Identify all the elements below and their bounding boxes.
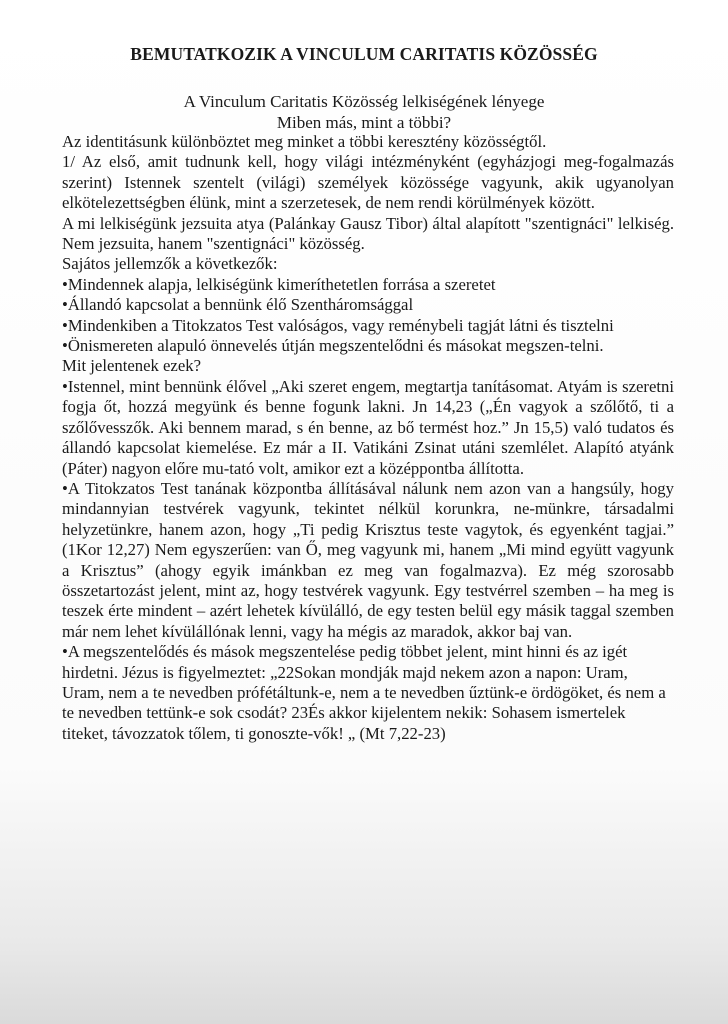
list-item: •A megszentelődés és mások megszentelése pedig többet jelent, mint hinni és az igét hirdetni. Jézus is figyelmeztet: „22Sokan mondják majd nekem azon a napon: Uram, Uram, nem a te nevedben prófétáltunk-e, nem a te nevedben űztünk-e ördögöket, és nem a te nevedben tettünk-e sok csodát? 23És akkor kijelentem nekik: Sohasem ismertelek titeket, távozzatok tőlem, ti gonoszte-vők! „ (Mt 7,22-23): [62, 642, 666, 743]
list-item: •A Titokzatos Test tanának központba állításával nálunk nem azon van a hangsúly, hogy mindannyian testvérek vagyunk, tekintet nélkül korunkra, ne-münkre, társadalmi helyzetünkre, hanem azon, hogy „Ti pedig Krisztus teste vagytok, és egyenként tagjai.” (1Kor 12,27) Nem egyszerűen: van Ő, meg vagyunk mi, hanem „Mi mind együtt vagyunk a Krisztus” (ahogy egyik imánkban ez meg van fogalmazva). Ez még szorosabb összetartozást jelent, mint az, hogy testvérek vagyunk. Egy testvérrel szemben – ha meg is teszek érte mindent – azért lehetek kívülálló, de egy testen belül egy másik taggal szemben már nem lehet kívülállónak lenni, vagy ha mégis az maradok, akkor baj van.: [62, 478, 674, 641]
subtitle-line-1: A Vinculum Caritatis Közösség lelkiségének lényege: [183, 92, 545, 111]
paragraph: Sajátos jellemzők a következők:: [62, 254, 278, 274]
paragraph: A mi lelkiségünk jezsuita atya (Palánkay Gausz Tibor) által alapított "szentignáci" lelkiség. Nem jezsuita, hanem "szentignáci" közösség.: [62, 213, 674, 254]
list-item: •Állandó kapcsolat a bennünk élő Szentháromsággal: [62, 295, 414, 315]
page-title: BEMUTATKOZIK A VINCULUM CARITATIS KÖZÖSSÉG: [130, 44, 598, 64]
subtitle-block: [0, 92, 728, 133]
document-body: [62, 132, 674, 744]
list-item: •Mindennek alapja, lelkiségünk kimeríthetetlen forrása a szeretet: [62, 274, 496, 294]
paragraph: 1/ Az első, amit tudnunk kell, hogy világi intézményként (egyházjogi meg-fogalmazás szerint) Istennek szentelt (világi) személyek közössége vagyunk, akik ugyanolyan elkötelezettségben élünk, mint a szerzetesek, de nem rendi körülmények között.: [62, 152, 674, 213]
list-item: •Istennel, mint bennünk élővel „Aki szeret engem, megtartja tanításomat. Atyám is szeretni fogja őt, hozzá megyünk és benne fogunk lakni. Jn 14,23 („Én vagyok a szőlőtő, ti a szőlővesszők. Aki bennem marad, s én benne, az bő termést hoz.” Jn 15,5) való tudatos és állandó kapcsolat kiemelése. Ez már a II. Vatikáni Zsinat utáni szemlélet. Alapító atyánk (Páter) nagyon előre mu-tató volt, amikor ezt a középpontba állította.: [62, 376, 674, 478]
subtitle-line-2: Miben más, mint a többi?: [276, 112, 452, 132]
paragraph: Az identitásunk különböztet meg minket a többi keresztény közösségtől.: [62, 132, 547, 151]
list-item: •Mindenkiben a Titokzatos Test valóságos, vagy reménybeli tagját látni és tisztelni: [62, 315, 614, 335]
list-item: •Önismereten alapuló önnevelés útján megszentelődni és másokat megszen-telni.: [62, 336, 604, 356]
paragraph: Mit jelentenek ezek?: [62, 356, 201, 376]
